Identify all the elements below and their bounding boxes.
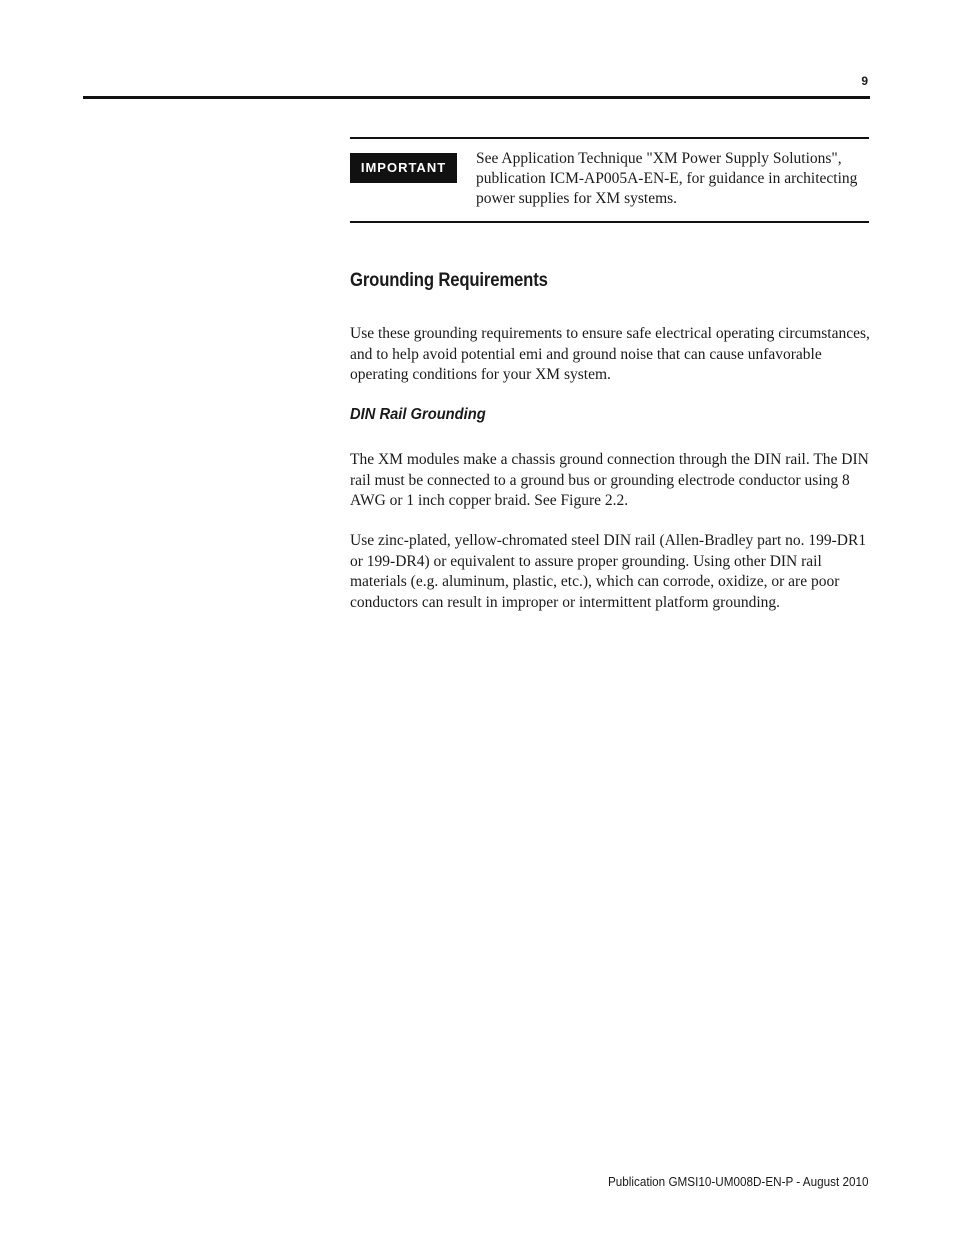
- body-paragraph-2: Use zinc-plated, yellow-chromated steel DIN rail (Allen-Bradley part no. 199-DR1 or 199-DR4) or equivalent to assure proper grounding. Using other DIN rail materials (e.g. aluminum, plastic, etc.), which can corrode, oxidize, or are poor conductors can result in improper or intermittent platform grounding.: [350, 532, 867, 611]
- important-note: [350, 137, 869, 223]
- important-badge: IMPORTANT: [350, 153, 457, 183]
- section-title: Grounding Requirements: [350, 270, 548, 291]
- body-paragraph-1: The XM modules make a chassis ground connection through the DIN rail. The DIN rail must be connected to a ground bus or grounding electrode conductor using 8 AWG or 1 inch copper braid. See Figure 2.2.: [350, 451, 869, 509]
- important-text: See Application Technique "XM Power Supply Solutions", publication ICM-AP005A-EN-E, for guidance in architecting power supplies for XM systems.: [476, 150, 858, 207]
- page-number: 9: [861, 74, 868, 88]
- section-intro-paragraph: Use these grounding requirements to ensure safe electrical operating circumstances, and to help avoid potential emi and ground noise that can cause unfavorable operating conditions for your XM system.: [350, 325, 870, 383]
- footer-publication: Publication GMSI10-UM008D-EN-P - August 2010: [608, 1174, 869, 1189]
- subsection-title: DIN Rail Grounding: [350, 406, 486, 423]
- header-rule: [83, 96, 870, 99]
